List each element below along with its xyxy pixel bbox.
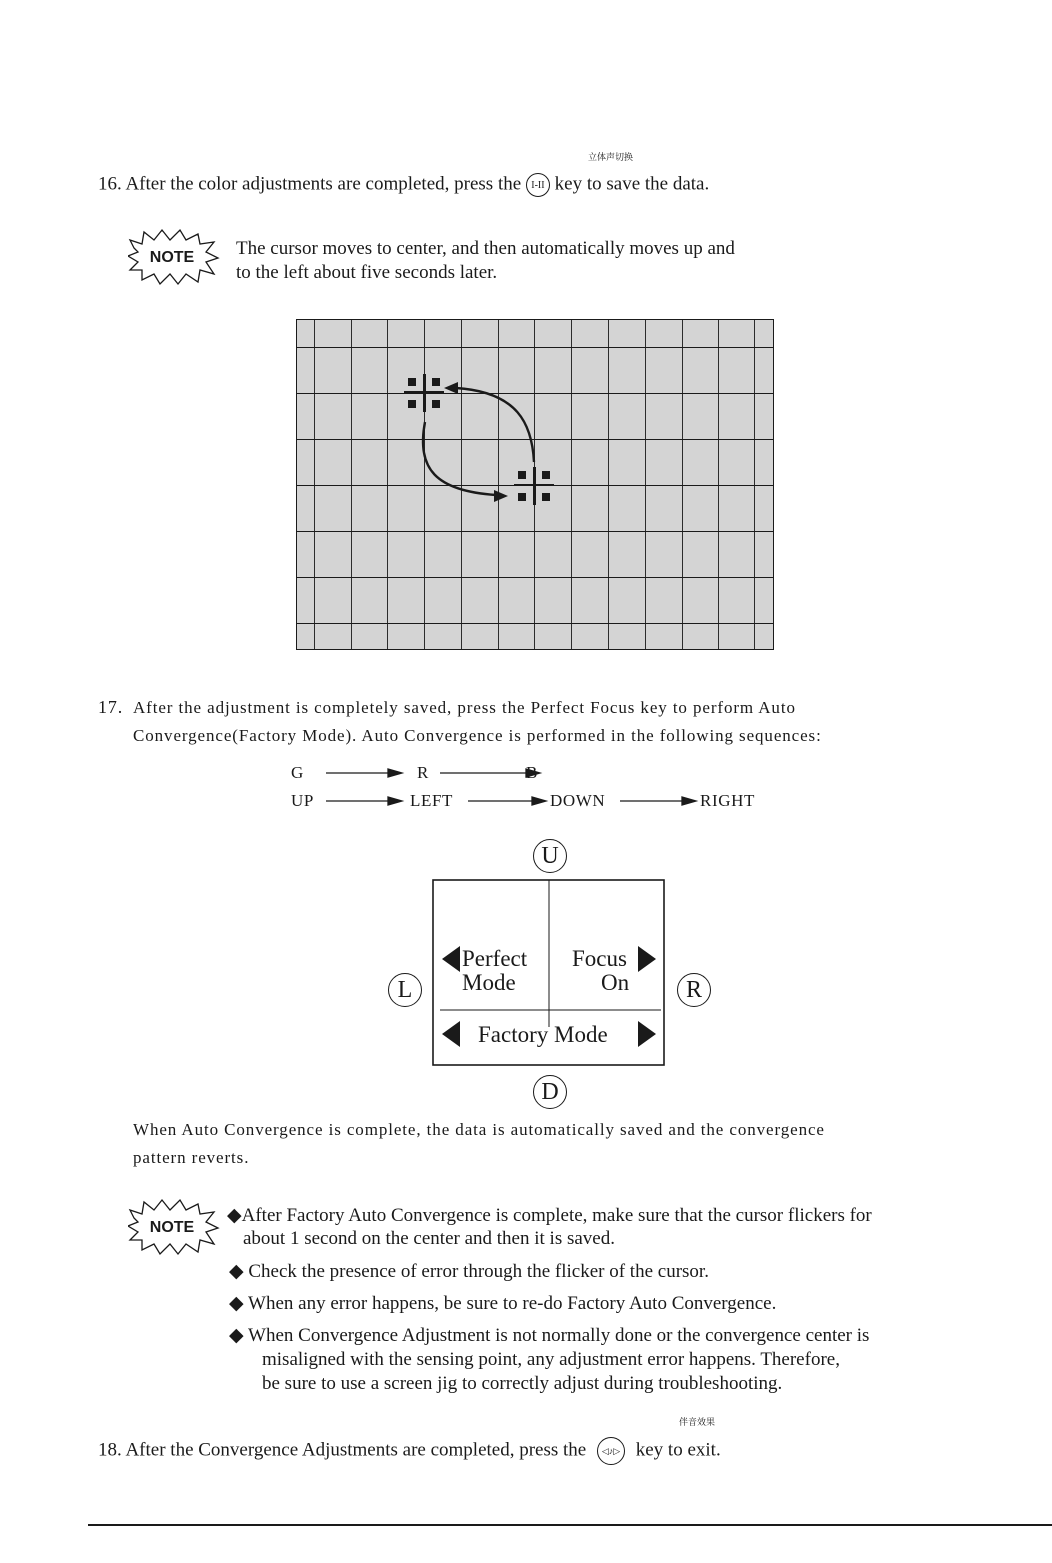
direction-right-icon: R	[677, 973, 711, 1007]
direction-up-icon: U	[533, 839, 567, 873]
bullet-icon: ◆	[227, 1205, 242, 1226]
sequence-direction-right: RIGHT	[700, 791, 755, 810]
step-16-text-before: After the color adjustments are completed, press the	[125, 173, 522, 195]
note-2-bullet-4-line-1: ◆ When Convergence Adjustment is not normally done or the convergence center is	[229, 1325, 870, 1346]
menu-mode-label: Mode	[462, 970, 516, 995]
sequence-arrows-icon	[320, 764, 710, 808]
note-2-bullet-2: ◆ Check the presence of error through the flicker of the cursor.	[229, 1261, 709, 1282]
bullet-icon: ◆	[229, 1293, 249, 1314]
completion-line-2: pattern reverts.	[133, 1148, 250, 1167]
note-1-line-1: The cursor moves to center, and then automatically moves up and	[236, 238, 735, 259]
note-badge-icon	[128, 228, 220, 286]
direction-down-icon: D	[533, 1075, 567, 1109]
direction-left-icon: L	[388, 973, 422, 1007]
step-17-number: 17.	[98, 697, 124, 717]
sequence-color-g: G	[291, 763, 304, 782]
sound-effect-key-caption: 伴音效果	[679, 1418, 716, 1428]
note-2-badge-text: NOTE	[149, 1219, 195, 1236]
menu-factory-mode-label: Factory Mode	[478, 1022, 608, 1047]
note-1-badge-text: NOTE	[149, 249, 195, 266]
cursor-upper-left-icon	[404, 374, 444, 412]
step-18	[98, 1437, 721, 1465]
note-2-bullet-4-line-2: misaligned with the sensing point, any adjustment error happens. Therefore,	[262, 1349, 840, 1370]
stereo-switch-key-icon: I-II	[526, 173, 550, 197]
note-badge-2-icon	[128, 1198, 220, 1256]
menu-on-label: On	[601, 970, 630, 995]
note-2-bullet-4-line-3: be sure to use a screen jig to correctly adjust during troubleshooting.	[262, 1373, 783, 1394]
sequence-direction-down: DOWN	[550, 791, 606, 810]
convergence-grid-diagram	[296, 319, 774, 651]
note-2-bullet-1-line-2: about 1 second on the center and then it is saved.	[243, 1228, 615, 1249]
step-17-line-2: Convergence(Factory Mode). Auto Convergence is performed in the following sequences:	[133, 726, 822, 745]
note-2-bullet-3: ◆ When any error happens, be sure to re-do Factory Auto Convergence.	[229, 1293, 777, 1314]
step-16-number: 16.	[98, 173, 122, 195]
menu-perfect-label: Perfect	[462, 946, 528, 971]
step-18-number: 18.	[98, 1439, 122, 1461]
note-1-text	[236, 237, 735, 285]
step-16	[98, 173, 709, 197]
stereo-key-caption: 立体声切换	[588, 153, 634, 163]
menu-focus-label: Focus	[572, 946, 627, 971]
bullet-icon: ◆	[229, 1325, 249, 1346]
sequence-direction-left: LEFT	[410, 791, 454, 810]
sequence-direction-up: UP	[291, 791, 314, 810]
step-16-text-after: key to save the data.	[554, 173, 710, 195]
footer-divider	[88, 1524, 1052, 1526]
note-1-line-2: to the left about five seconds later.	[236, 262, 498, 283]
step-18-text-after: key to exit.	[635, 1439, 721, 1461]
note-2-bullet-1-line-1: ◆After Factory Auto Convergence is complete, make sure that the cursor flickers for	[227, 1205, 872, 1226]
step-18-text-before: After the Convergence Adjustments are completed, press the	[125, 1439, 587, 1461]
completion-line-1: When Auto Convergence is complete, the data is automatically saved and the convergence	[133, 1120, 825, 1139]
sequence-color-r: R	[417, 763, 429, 782]
bullet-icon: ◆	[229, 1261, 249, 1282]
cursor-center-icon	[514, 467, 554, 505]
step-17-line-1: After the adjustment is completely saved, press the Perfect Focus key to perform Auto	[133, 698, 796, 717]
sound-effect-key-icon: ◁♪▷	[597, 1437, 625, 1465]
